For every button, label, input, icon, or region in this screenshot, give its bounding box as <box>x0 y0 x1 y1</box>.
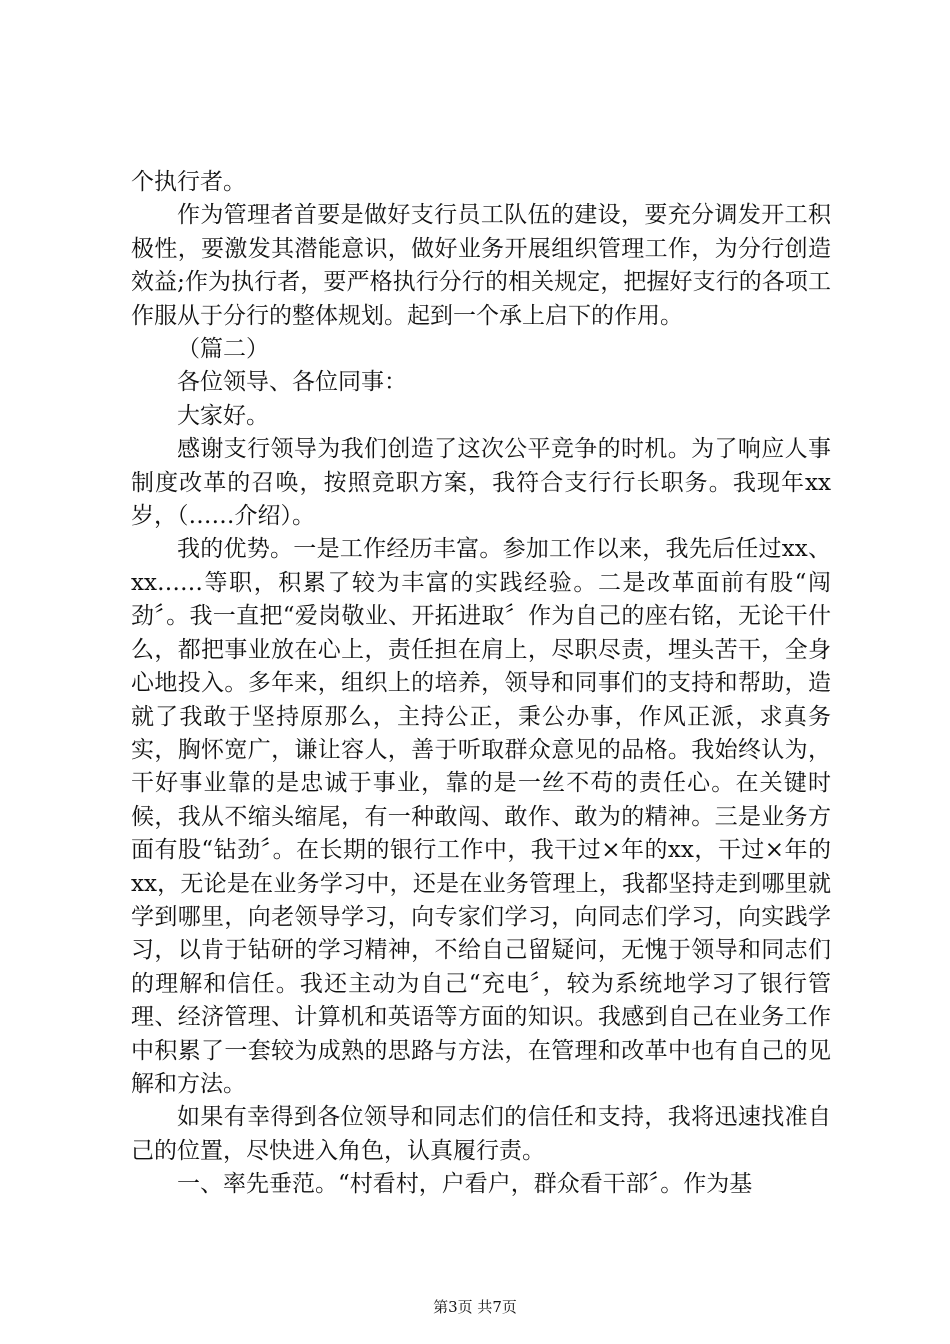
page-footer <box>0 1297 950 1317</box>
paragraph-1: 个执行者。 <box>131 169 246 195</box>
paragraph-advantages: 我的优势。一是工作经历丰富。参加工作以来，我先后任过xx、xx……等职，积累了较为丰富的实践经验。二是改革面前有股“闯劲〞。我一直把“爱岗敬业、开拓进取〞作为自己的座右铭，无论干什么，都把事业放在心上，责任担在肩上，尽职尽责，埋头苦干，全身心地投入。多年来，组织上的培养，领导和同事们的支持和帮助，造就了我敢于坚持原那么，主持公正，秉公办事，作风正派，求真务实，胸怀宽广，谦让容人，善于听取群众意见的品格。我始终认为，干好事业靠的是忠诚于事业，靠的是一丝不苟的责任心。在关键时候，我从不缩头缩尾，有一种敢闯、敢作、敢为的精神。三是业务方面有股“钻劲〞。在长期的银行工作中，我干过×年的xx，干过×年的xx，无论是在业务学习中，还是在业务管理上，我都坚持走到哪里就学到哪里，向老领导学习，向专家们学习，向同志们学习，向实践学习，以肯于钻研的学习精神，不给自己留疑问，无愧于领导和同志们的理解和信任。我还主动为自己“充电〞，较为系统地学习了银行管理、经济管理、计算机和英语等方面的知识。我感到自己在业务工作中积累了一套较为成熟的思路与方法，在管理和改革中也有自己的见解和方法。 <box>131 536 831 1097</box>
page-number-label: 第3页 共7页 <box>433 1298 517 1316</box>
salutation: 各位领导、各位同事： <box>177 369 407 396</box>
paragraph-thanks: 感谢支行领导为我们创造了这次公平竞争的时机。为了响应人事制度改革的召唤，按照竞职方案，我符合支行行长职务。我现年xx岁，（……介绍）。 <box>131 436 831 530</box>
paragraph-2: 作为管理者首要是做好支行员工队伍的建设，要充分调发开工积极性，要激发其潜能意识，做好业务开展组织管理工作，为分行创造效益;作为执行者，要严格执行分行的相关规定，把握好支行的各项工作服从于分行的整体规划。起到一个承上启下的作用。 <box>131 202 831 329</box>
document-body <box>131 166 831 1202</box>
section-heading: （篇二） <box>177 336 269 363</box>
greeting: 大家好。 <box>177 402 269 429</box>
paragraph-lead-by-example: 一、率先垂范。“村看村，户看户，群众看干部〞。作为基 <box>177 1171 753 1198</box>
paragraph-commitment: 如果有幸得到各位领导和同志们的信任和支持，我将迅速找准自己的位置，尽快进入角色，认真履行责。 <box>131 1104 831 1164</box>
